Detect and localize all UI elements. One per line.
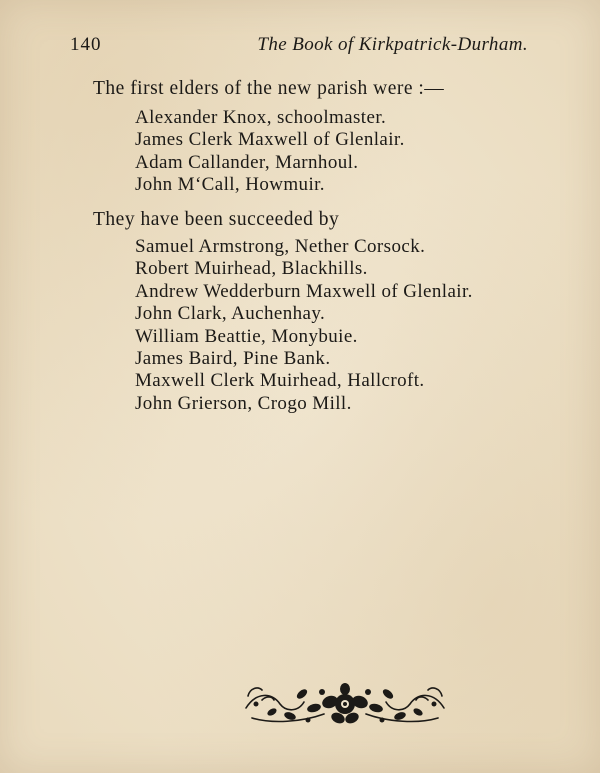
list-item: James Clerk Maxwell of Glenlair. — [135, 129, 405, 151]
list-item: Maxwell Clerk Muirhead, Hallcroft. — [135, 370, 425, 392]
list-item: Robert Muirhead, Blackhills. — [135, 258, 368, 280]
running-head — [70, 34, 528, 60]
list-item: John M‘Call, Howmuir. — [135, 174, 325, 196]
list-item: Andrew Wedderburn Maxwell of Glenlair. — [135, 280, 473, 302]
first-elders-list — [135, 107, 405, 197]
successors-list — [135, 236, 473, 415]
list-item: Adam Callander, Marnhoul. — [135, 151, 359, 173]
page-number: 140 — [70, 34, 102, 55]
list-item: Alexander Knox, schoolmaster. — [135, 107, 387, 128]
floral-tailpiece-icon — [242, 678, 448, 730]
list-item: John Clark, Auchenhay. — [135, 303, 326, 325]
list-item: William Beattie, Monybuie. — [135, 325, 358, 347]
first-elders-intro: The first elders of the new parish were :— — [93, 78, 445, 99]
list-item: John Grierson, Crogo Mill. — [135, 392, 352, 414]
list-item: James Baird, Pine Bank. — [135, 347, 331, 369]
successors-intro: They have been succeeded by — [93, 209, 340, 230]
list-item: Samuel Armstrong, Nether Corsock. — [135, 236, 426, 257]
running-title: The Book of Kirkpatrick-Durham. — [257, 34, 528, 55]
